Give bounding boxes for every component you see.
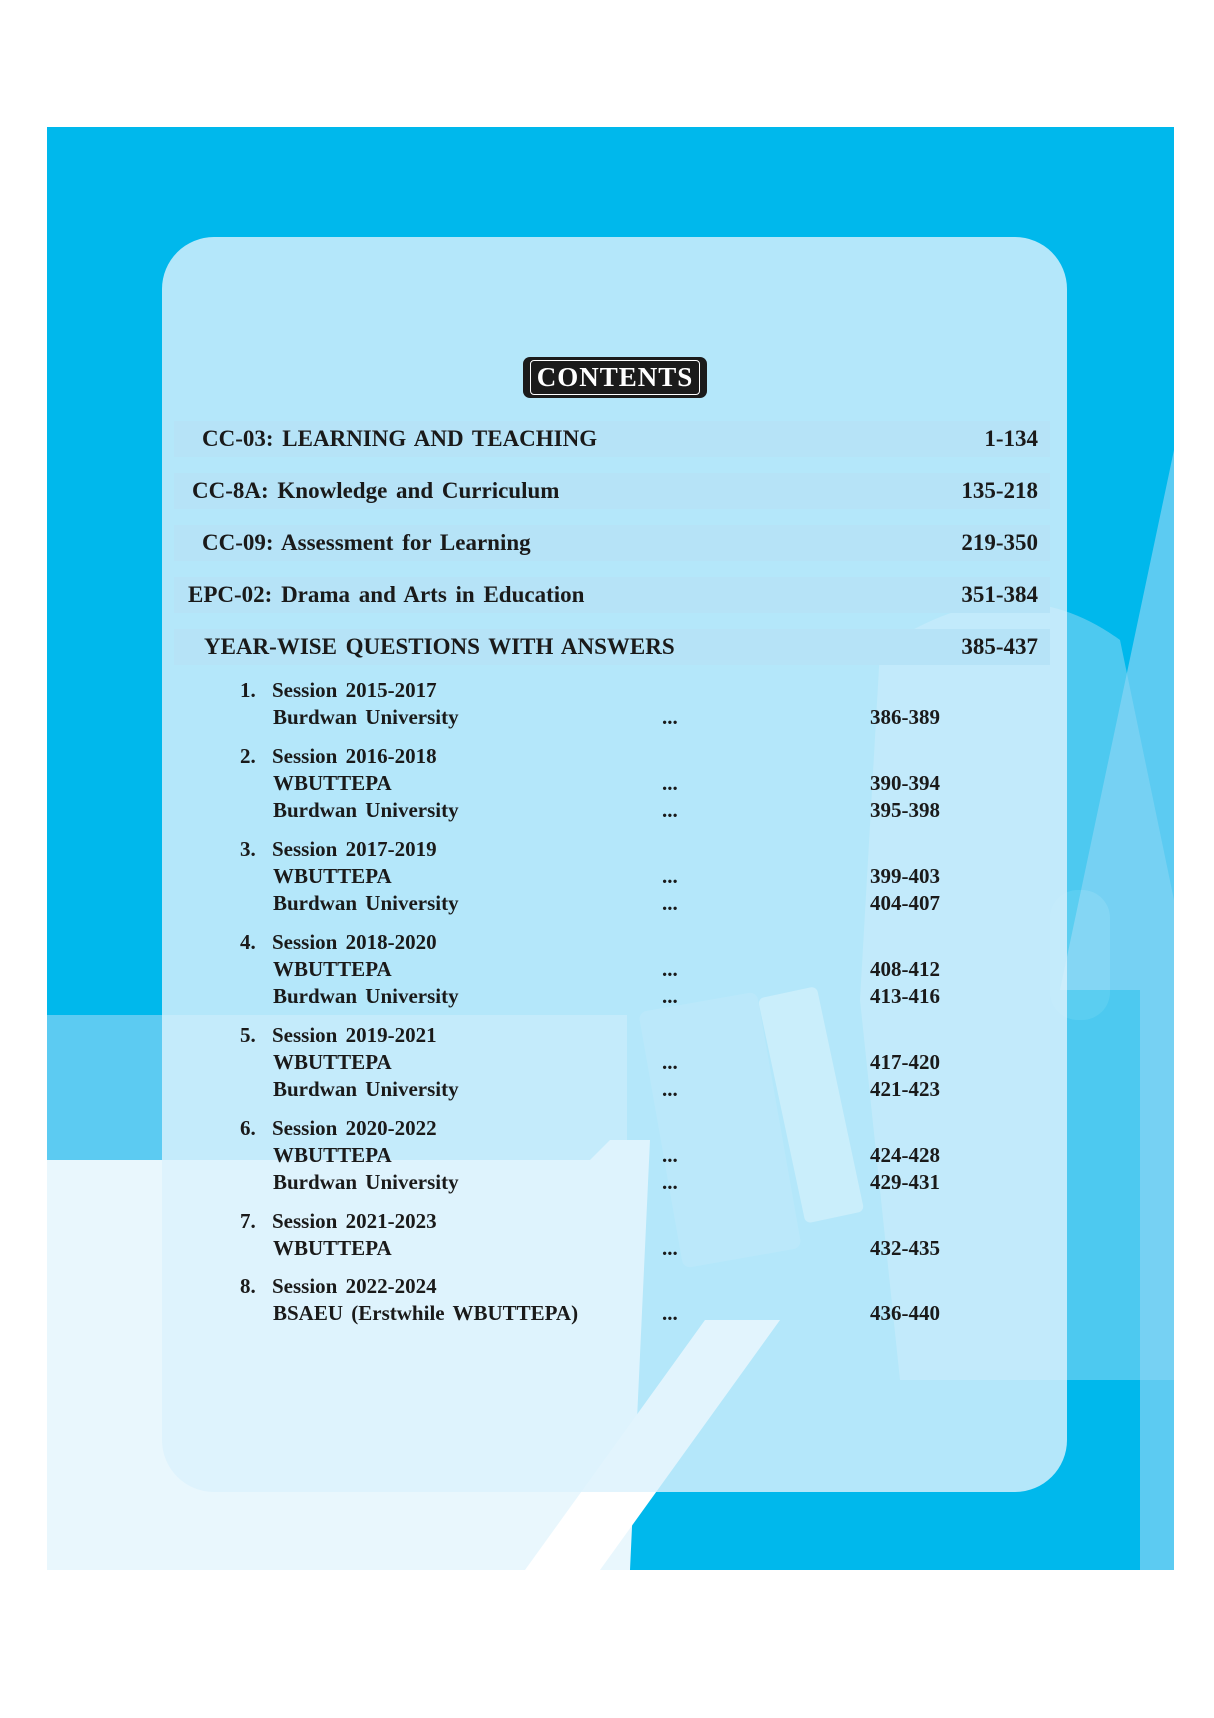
session-number: 6. (240, 1115, 256, 1140)
entry-leader: ... (662, 770, 678, 795)
entry-pages: 429-431 (870, 1170, 940, 1194)
session-entry[interactable] (240, 1235, 940, 1263)
session-entry[interactable] (240, 704, 940, 732)
unit-row-cc8a[interactable] (174, 473, 1050, 509)
unit-pages: 135-218 (961, 478, 1038, 503)
entry-name: BSAEU (Erstwhile WBUTTEPA) (273, 1301, 579, 1325)
entry-leader: ... (662, 891, 678, 915)
entry-pages: 399-403 (870, 863, 940, 888)
unit-title: EPC-02: Drama and Arts in Education (188, 582, 585, 607)
unit-title: CC-8A: Knowledge and Curriculum (192, 478, 560, 503)
entry-pages: 395-398 (870, 798, 940, 822)
session-item (240, 836, 940, 918)
unit-pages: 219-350 (961, 530, 1038, 555)
session-entry[interactable] (240, 983, 940, 1011)
entry-leader: ... (662, 705, 678, 729)
entry-pages: 413-416 (870, 984, 940, 1008)
entry-pages: 404-407 (870, 891, 940, 915)
session-item (240, 743, 940, 825)
entry-name: Burdwan University (273, 1170, 459, 1194)
entry-name: Burdwan University (273, 891, 459, 915)
session-heading (240, 836, 940, 863)
sessions-list (240, 677, 940, 1339)
entry-name: Burdwan University (273, 1077, 459, 1101)
session-label: Session 2015-2017 (272, 678, 437, 702)
entry-pages: 432-435 (870, 1235, 940, 1260)
unit-row-yearwise[interactable] (174, 629, 1050, 665)
entry-pages: 417-420 (870, 1049, 940, 1074)
unit-pages: 1-134 (984, 426, 1038, 451)
session-heading (240, 743, 940, 770)
session-number: 7. (240, 1208, 256, 1233)
entry-pages: 421-423 (870, 1077, 940, 1101)
entry-leader: ... (662, 1235, 678, 1260)
session-label: Session 2018-2020 (272, 929, 437, 954)
contents-title: CONTENTS (530, 360, 701, 395)
unit-title: YEAR-WISE QUESTIONS WITH ANSWERS (204, 634, 675, 659)
session-number: 5. (240, 1022, 256, 1047)
session-heading (240, 1208, 940, 1235)
session-number: 3. (240, 836, 256, 861)
entry-leader: ... (662, 1301, 678, 1325)
session-entry[interactable] (240, 956, 940, 984)
entry-name: WBUTTEPA (273, 1235, 392, 1260)
session-number: 8. (240, 1274, 256, 1298)
entry-leader: ... (662, 1049, 678, 1074)
session-entry[interactable] (240, 1300, 940, 1328)
entry-pages: 408-412 (870, 956, 940, 981)
entry-pages: 436-440 (870, 1301, 940, 1325)
session-item (240, 1022, 940, 1104)
session-entry[interactable] (240, 1049, 940, 1077)
entry-leader: ... (662, 984, 678, 1008)
entry-name: WBUTTEPA (273, 863, 392, 888)
session-heading (240, 1273, 940, 1300)
session-heading (240, 929, 940, 956)
entry-leader: ... (662, 1142, 678, 1167)
entry-leader: ... (662, 798, 678, 822)
session-entry[interactable] (240, 770, 940, 798)
session-number: 1. (240, 678, 256, 702)
session-entry[interactable] (240, 797, 940, 825)
unit-title: CC-03: LEARNING AND TEACHING (202, 426, 598, 451)
entry-pages: 386-389 (870, 705, 940, 729)
session-item (240, 929, 940, 1011)
session-label: Session 2016-2018 (272, 743, 437, 768)
unit-pages: 351-384 (961, 582, 1038, 607)
session-label: Session 2021-2023 (272, 1208, 437, 1233)
session-entry[interactable] (240, 890, 940, 918)
session-item (240, 1208, 940, 1263)
entry-pages: 424-428 (870, 1142, 940, 1167)
session-heading (240, 1115, 940, 1142)
entry-pages: 390-394 (870, 770, 940, 795)
session-label: Session 2022-2024 (272, 1274, 437, 1298)
entry-leader: ... (662, 956, 678, 981)
entry-name: WBUTTEPA (273, 770, 392, 795)
unit-title: CC-09: Assessment for Learning (202, 530, 531, 555)
entry-name: WBUTTEPA (273, 1049, 392, 1074)
entry-leader: ... (662, 863, 678, 888)
session-label: Session 2020-2022 (272, 1115, 437, 1140)
session-entry[interactable] (240, 1169, 940, 1197)
session-entry[interactable] (240, 1076, 940, 1104)
session-entry[interactable] (240, 863, 940, 891)
session-item (240, 677, 940, 732)
contents-title-badge (523, 357, 707, 398)
session-number: 4. (240, 929, 256, 954)
entry-name: WBUTTEPA (273, 956, 392, 981)
session-item (240, 1273, 940, 1328)
session-label: Session 2017-2019 (272, 836, 437, 861)
unit-row-cc09[interactable] (174, 525, 1050, 561)
entry-name: Burdwan University (273, 798, 459, 822)
session-number: 2. (240, 743, 256, 768)
entry-leader: ... (662, 1170, 678, 1194)
entry-name: WBUTTEPA (273, 1142, 392, 1167)
unit-row-cc03[interactable] (174, 421, 1050, 457)
session-entry[interactable] (240, 1142, 940, 1170)
session-heading (240, 677, 940, 704)
unit-row-epc02[interactable] (174, 577, 1050, 613)
session-heading (240, 1022, 940, 1049)
entry-name: Burdwan University (273, 705, 459, 729)
entry-leader: ... (662, 1077, 678, 1101)
entry-name: Burdwan University (273, 984, 459, 1008)
session-item (240, 1115, 940, 1197)
session-label: Session 2019-2021 (272, 1022, 437, 1047)
unit-pages: 385-437 (961, 634, 1038, 659)
